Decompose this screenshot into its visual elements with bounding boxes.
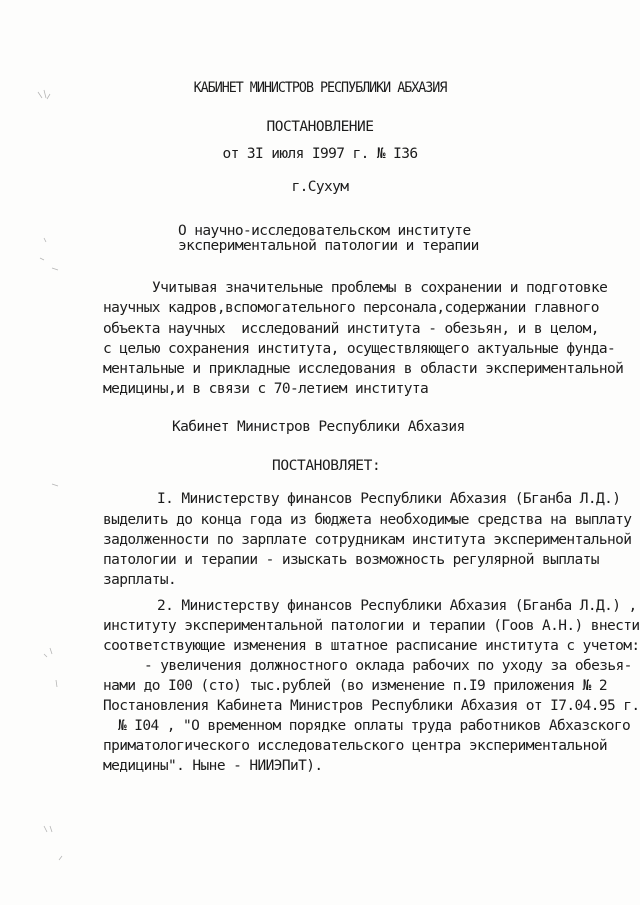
subitem-line: нами до I00 (сто) тыс.рублей (во изменение п.I9 приложения № 2 — [103, 678, 608, 694]
subitem-line: № I04 , "О временном порядке оплаты труда работников Абхазского — [118, 718, 631, 734]
subitem-line: Постановления Кабинета Министров Республики Абхазия от I7.04.95 г. — [103, 698, 640, 714]
preamble-line: медицины,и в связи с 70-летием института — [103, 381, 429, 397]
item-1-line: патологии и терапии - изыскать возможность регулярной выплаты — [103, 552, 599, 568]
preamble-line: Учитывая значительные проблемы в сохранении и подготовке — [152, 280, 608, 296]
place-of-issue: г.Сухум — [291, 179, 349, 195]
item-2-line: институту экспериментальной патологии и терапии (Гоов А.Н.) внести — [103, 618, 640, 634]
subject-line: экспериментальной патологии и терапии — [178, 238, 479, 254]
resolves-heading: ПОСТАНОВЛЯЕТ: — [272, 458, 381, 474]
item-1-line: выделить до конца года из бюджета необходимые средства на выплату — [103, 512, 632, 528]
item-2-line: соответствующие изменения в штатное расписание института с учетом: — [103, 638, 640, 654]
preamble-line: научных кадров,вспомогательного персонала,содержании главного — [103, 300, 599, 316]
item-1-line: задолженности по зарплате сотрудникам института экспериментальной — [103, 532, 632, 548]
cabinet-line: Кабинет Министров Республики Абхазия — [172, 419, 465, 435]
item-2-line: 2. Министерству финансов Республики Абхазия (Бганба Л.Д.) , — [157, 598, 637, 614]
preamble-line: объекта научных исследований института - обезьян, и в целом, — [103, 321, 599, 337]
document-type: ПОСТАНОВЛЕНИЕ — [266, 119, 374, 135]
subject-line: О научно-исследовательском институте — [178, 223, 471, 239]
subitem-line: медицины". Ныне - НИИЭПиТ). — [103, 758, 323, 774]
issuing-authority: КАБИНЕТ МИНИСТРОВ РЕСПУБЛИКИ АБХАЗИЯ — [193, 80, 447, 96]
item-1-line: I. Министерству финансов Республики Абхазия (Бганба Л.Д.) — [157, 491, 621, 507]
preamble-line: ментальные и прикладные исследования в области экспериментальной — [103, 361, 624, 377]
decree-date-number: от 3I июля I997 г. № I36 — [222, 146, 418, 162]
preamble-line: с целью сохранения института, осуществляющего актуальные фунда- — [103, 341, 616, 357]
subitem-line: - увеличения должностного оклада рабочих по уходу за обезья- — [144, 658, 632, 674]
subitem-line: приматологического исследовательского центра экспериментальной — [103, 738, 608, 754]
item-1-line: зарплаты. — [103, 572, 177, 588]
